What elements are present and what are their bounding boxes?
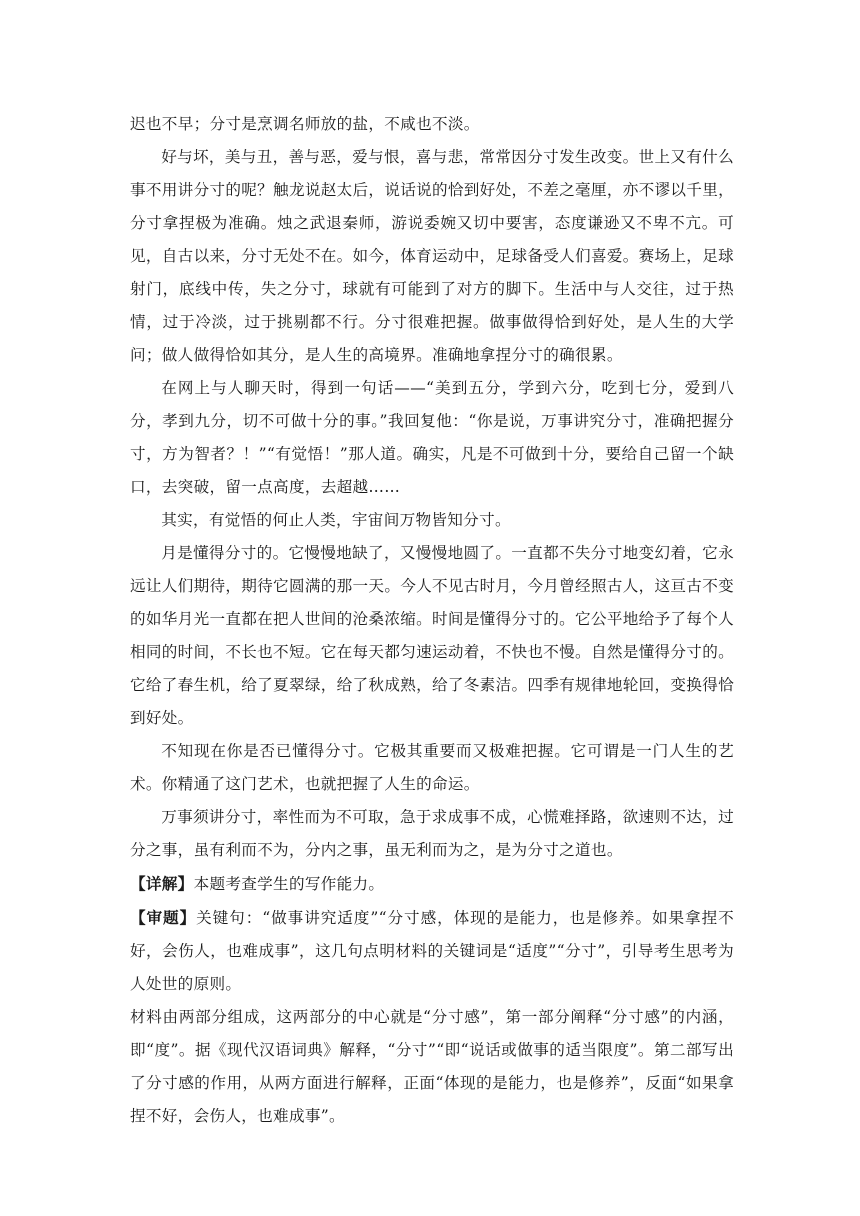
paragraph-text: 月是懂得分寸的。它慢慢地缺了，又慢慢地圆了。一直都不失分寸地变幻着，它永远让人们期待，期待它圆满的那一天。今人不见古时月，今月曾经照古人，这亘古不变的如华月光一直都在把人世间的沧桑浓缩。时间是懂得分寸的。它公平地给予了每个人相同的时间，不长也不短。它在每天都匀速运动着，不快也不慢。自然是懂得分寸的。它给了春生机，给了夏翠绿，给了秋成熟，给了冬素洁。四季有规律地轮回，变换得恰到好处。: [130, 544, 734, 727]
paragraph-text: 好与坏，美与丑，善与恶，爱与恨，喜与悲，常常因分寸发生改变。世上又有什么事不用讲分寸的呢？触龙说赵太后，说话说的恰到好处，不差之毫厘，亦不谬以千里，分寸拿捏极为准确。烛之武退秦师，游说委婉又切中要害，态度谦逊又不卑不亢。可见，自古以来，分寸无处不在。如今，体育运动中，足球备受人们喜爱。赛场上，足球射门，底线中传，失之分寸，球就有可能到了对方的脚下。生活中与人交往，过于热情，过于冷淡，过于挑剔都不行。分寸很难把握。做事做得恰到好处，是人生的大学问；做人做得恰如其分，是人生的高境界。准确地拿捏分寸的确很累。: [130, 148, 734, 364]
review-paragraph: [130, 901, 734, 1001]
paragraph: [130, 504, 734, 537]
paragraph-text: 迟也不早；分寸是烹调名师放的盐，不咸也不淡。: [130, 115, 480, 133]
detail-paragraph: [130, 867, 734, 901]
paragraph-text: 不知现在你是否已懂得分寸。它极其重要而又极难把握。它可谓是一门人生的艺术。你精通了这门艺术，也就把握了人生的命运。: [130, 742, 734, 793]
paragraph-text: 本题考查学生的写作能力。: [193, 875, 385, 893]
paragraph-continuation: [130, 108, 734, 141]
section-label-review: 【审题】: [130, 908, 197, 927]
paragraph: [130, 372, 734, 504]
paragraph-text: 关键句：“做事讲究适度”“分寸感，体现的是能力，也是修养。如果拿捏不好，会伤人，也难成事”，这几句点明材料的关键词是“适度”“分寸”，引导考生思考为人处世的原则。: [130, 909, 734, 993]
section-label-detail: 【详解】: [130, 874, 194, 893]
paragraph: [130, 141, 734, 372]
paragraph-text: 万事须讲分寸，率性而为不可取，急于求成事不成，心慌难择路，欲速则不达，过分之事，虽有利而不为，分内之事，虽无利而为之，是为分寸之道也。: [130, 808, 734, 859]
document-body: [130, 108, 734, 1133]
paragraph: [130, 1001, 734, 1133]
paragraph: [130, 537, 734, 735]
paragraph: [130, 801, 734, 867]
paragraph-text: 材料由两部分组成，这两部分的中心就是“分寸感”，第一部分阐释“分寸感”的内涵，即“度”。据《现代汉语词典》解释，“分寸”“即“说话或做事的适当限度”。第二部写出了分寸感的作用，从两方面进行解释，正面“体现的是能力，也是修养”，反面“如果拿捏不好，会伤人，也难成事”。: [130, 1008, 734, 1125]
paragraph: [130, 735, 734, 801]
paragraph-text: 在网上与人聊天时，得到一句话——“美到五分，学到六分，吃到七分，爱到八分，孝到九分，切不可做十分的事。”我回复他：“你是说，万事讲究分寸，准确把握分寸，方为智者？！”“有觉悟！”那人道。确实，凡是不可做到十分，要给自己留一个缺口，去突破，留一点高度，去超越……: [130, 379, 734, 496]
paragraph-text: 其实，有觉悟的何止人类，宇宙间万物皆知分寸。: [161, 511, 511, 529]
